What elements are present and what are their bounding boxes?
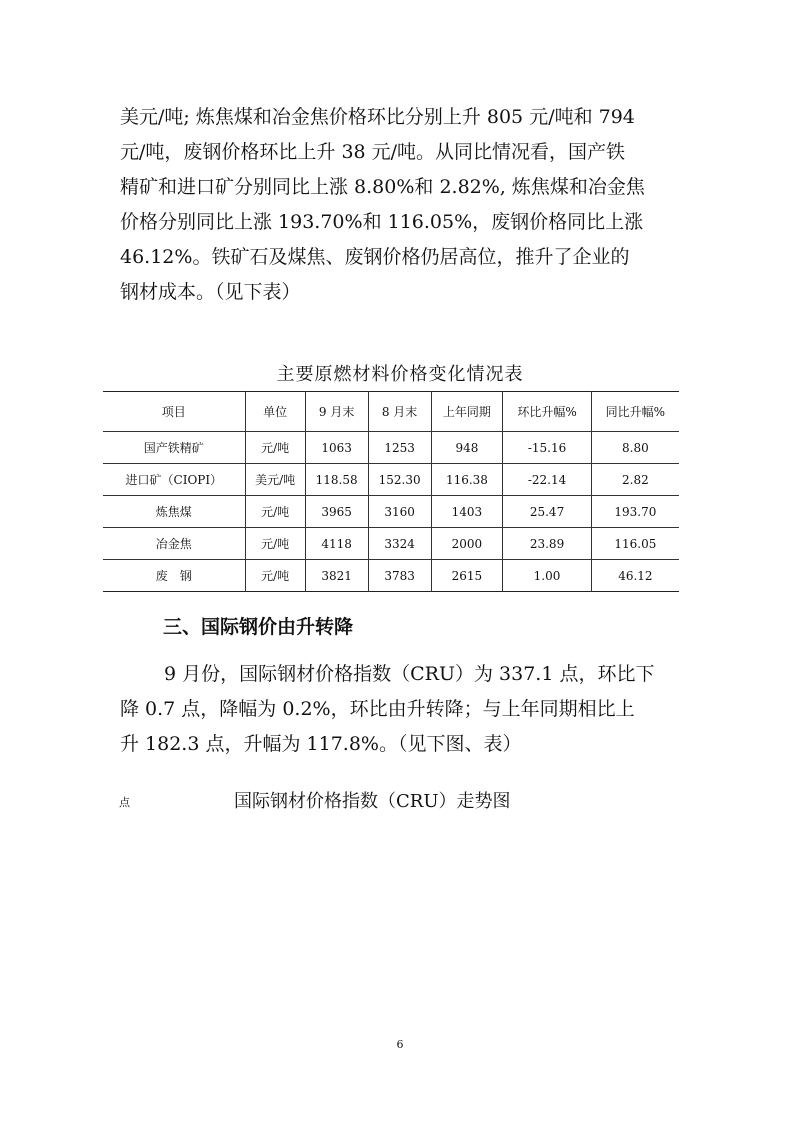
table-row [103,432,679,464]
table-cell: 元/吨 [245,528,305,560]
body-paragraph-1 [120,100,680,310]
table-cell: -22.14 [503,464,591,496]
table-cell: 国产铁精矿 [143,441,204,455]
table-row [103,496,679,528]
header-last-year: 上年同期 [431,392,503,432]
table-cell: 废 钢 [155,569,192,583]
raw-material-price-table [103,391,679,592]
table-cell: 23.89 [503,528,591,560]
header-mom-change: 环比升幅% [503,392,591,432]
table-cell: 948 [431,432,503,464]
table-cell: 3324 [368,528,431,560]
table-cell: 1.00 [503,560,591,592]
table-cell: -15.16 [503,432,591,464]
table-cell: 118.58 [305,464,368,496]
header-unit: 单位 [245,392,305,432]
table-cell: 元/吨 [245,560,305,592]
table-cell: 25.47 [503,496,591,528]
paragraph-line: 降 0.7 点，降幅为 0.2%，环比由升转降；与上年同期相比上 [120,698,635,720]
table-cell: 冶金焦 [155,537,192,551]
paragraph-line: 元/吨，废钢价格环比上升 38 元/吨。从同比情况看，国产铁 [120,141,626,163]
paragraph-line: 升 182.3 点，升幅为 117.8%。（见下图、表） [120,733,522,755]
table-cell: 1403 [431,496,503,528]
table-cell: 1063 [305,432,368,464]
paragraph-line: 美元/吨; 炼焦煤和冶金焦价格环比分别上升 805 元/吨和 794 [120,106,635,128]
table-row [103,464,679,496]
table-cell: 元/吨 [245,496,305,528]
table-row [103,560,679,592]
table-cell: 3783 [368,560,431,592]
table-cell: 元/吨 [245,432,305,464]
header-yoy-change: 同比升幅% [591,392,679,432]
section-heading: 三、国际钢价由升转降 [163,616,354,638]
table-cell: 1253 [368,432,431,464]
table-cell: 4118 [305,528,368,560]
table-cell: 152.30 [368,464,431,496]
table-row [103,528,679,560]
paragraph-line: 9 月份，国际钢材价格指数（CRU）为 337.1 点，环比下 [164,663,655,685]
table-cell: 美元/吨 [245,464,305,496]
chart-y-unit-label: 点 [119,796,130,809]
table-cell: 193.70 [591,496,679,528]
table-cell: 116.38 [431,464,503,496]
table-cell: 116.05 [591,528,679,560]
header-aug-end: 8 月末 [368,392,431,432]
table-cell: 3821 [305,560,368,592]
table-title: 主要原燃材料价格变化情况表 [276,364,524,385]
table-cell: 8.80 [591,432,679,464]
table-cell: 46.12 [591,560,679,592]
paragraph-line: 价格分别同比上涨 193.70%和 116.05%，废钢价格同比上涨 [120,211,644,233]
table-cell: 进口矿（CIOPI） [125,473,223,487]
table-cell: 3160 [368,496,431,528]
paragraph-line: 钢材成本。（见下表） [120,281,301,303]
table-cell: 3965 [305,496,368,528]
chart-title: 国际钢材价格指数（CRU）走势图 [234,791,511,812]
table-cell: 炼焦煤 [155,505,192,519]
table-header-row [103,392,679,432]
header-item: 项目 [161,405,186,419]
table-cell: 2000 [431,528,503,560]
body-paragraph-2 [120,657,680,762]
header-sep-end: 9 月末 [305,392,368,432]
paragraph-line: 精矿和进口矿分别同比上涨 8.80%和 2.82%, 炼焦煤和冶金焦 [120,176,645,198]
paragraph-line: 46.12%。铁矿石及煤焦、废钢价格仍居高位，推升了企业的 [120,246,630,268]
page-number: 6 [396,1038,404,1051]
table-cell: 2615 [431,560,503,592]
table-cell: 2.82 [591,464,679,496]
